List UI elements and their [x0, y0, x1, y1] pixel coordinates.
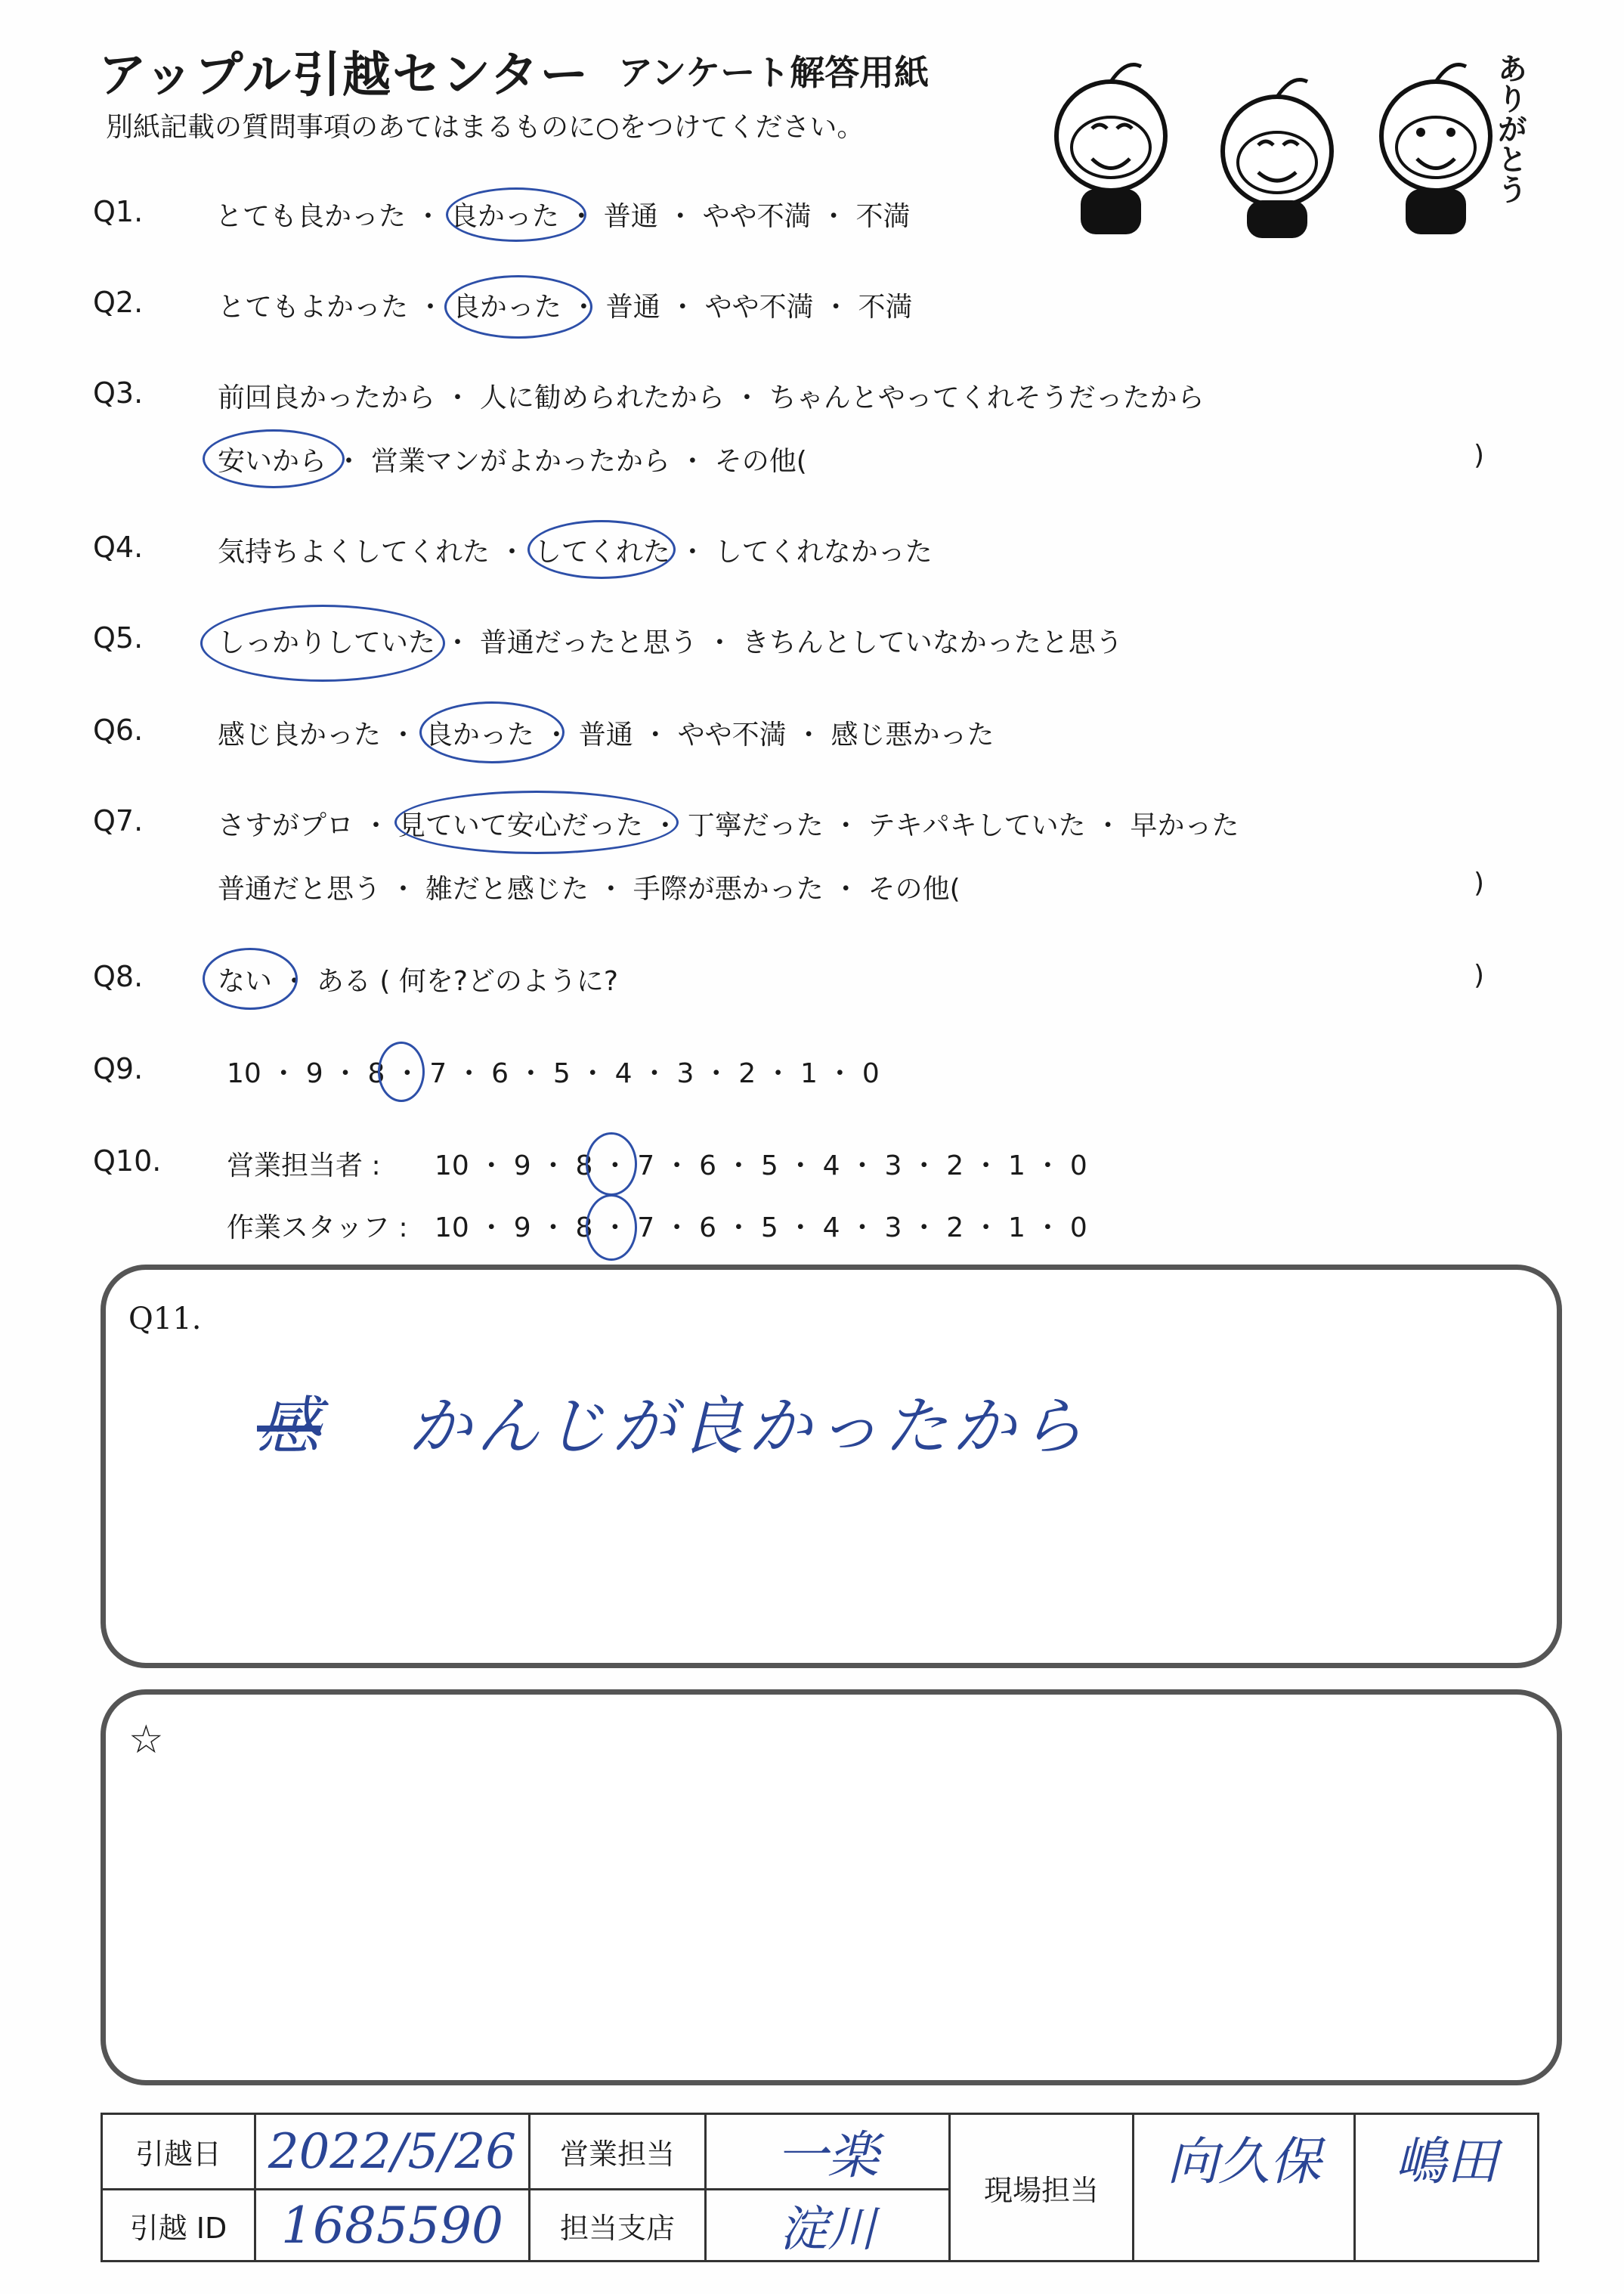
q8-close-paren: ): [1474, 960, 1485, 991]
q6-selection-circle: [419, 701, 565, 763]
site-value-1: [1134, 2114, 1355, 2261]
q3-options-line1[interactable]: 前回良かったから ・ 人に勧められたから ・ ちゃんとやってくれそうだったから: [218, 382, 1205, 413]
q11-label: Q11.: [128, 1302, 202, 1336]
q8-options[interactable]: ない ・ ある ( 何を?どのように?: [218, 966, 619, 997]
thanks-text: ありがとう: [1493, 53, 1527, 204]
site-text-2: 嶋田: [1394, 2131, 1498, 2192]
q3-close-paren: ): [1474, 440, 1485, 471]
q5-label: Q5.: [93, 621, 144, 655]
q9-options[interactable]: 10 ・ 9 ・ 8 ・ 7 ・ 6 ・ 5 ・ 4 ・ 3 ・ 2 ・ 1 ・ 0: [227, 1058, 880, 1089]
branch-value: [706, 2190, 950, 2261]
mascot-monkey-icon: [1223, 80, 1332, 239]
site-text-1: 向久保: [1166, 2131, 1321, 2192]
branch-text: 淀川: [779, 2202, 876, 2258]
q6-label: Q6.: [93, 714, 144, 747]
move-date-value: [255, 2114, 530, 2190]
comment-box[interactable]: [101, 1689, 1562, 2085]
move-date-text: 2022/5/26: [268, 2123, 517, 2180]
q2-selection-circle: [444, 275, 592, 339]
q3-options-line2[interactable]: 安いから ・ 営業マンがよかったから ・ その他(: [218, 446, 807, 477]
q2-options[interactable]: とてもよかった ・ 良かった ・ 普通 ・ やや不満 ・ 不満: [218, 292, 913, 323]
q10-label: Q10.: [93, 1144, 162, 1178]
q7-selection-circle: [394, 791, 679, 854]
q7-options-line2[interactable]: 普通だと思う ・ 雑だと感じた ・ 手際が悪かった ・ その他(: [218, 874, 960, 905]
q8-selection-circle: [203, 948, 298, 1010]
q3-label: Q3.: [93, 376, 144, 410]
move-id-label: 引越 ID: [102, 2190, 255, 2261]
move-id-value: [255, 2190, 530, 2261]
q11-answer-box[interactable]: [101, 1265, 1562, 1668]
form-subtitle: アンケート解答用紙: [618, 52, 930, 93]
q10-staff-options[interactable]: 10 ・ 9 ・ 8 ・ 7 ・ 6 ・ 5 ・ 4 ・ 3 ・ 2 ・ 1 ・ 0: [435, 1212, 1087, 1243]
branch-label: 担当支店: [530, 2190, 706, 2261]
q4-label: Q4.: [93, 531, 144, 564]
q10-sales-options[interactable]: 10 ・ 9 ・ 8 ・ 7 ・ 6 ・ 5 ・ 4 ・ 3 ・ 2 ・ 1 ・ 0: [435, 1150, 1087, 1181]
q9-label: Q9.: [93, 1052, 144, 1085]
q7-close-paren: ): [1474, 868, 1485, 899]
site-label: 現場担当: [950, 2114, 1134, 2261]
q1-selection-circle: [446, 187, 586, 242]
move-info-table: [101, 2113, 1539, 2262]
sales-label: 営業担当: [530, 2114, 706, 2190]
sales-text: 一楽: [775, 2126, 879, 2186]
q10-sales-label: 営業担当者 :: [227, 1150, 381, 1181]
site-value-2: [1355, 2114, 1539, 2261]
q11-crossed-text: 感: [257, 1389, 321, 1463]
instruction-text: 別紙記載の質問事項のあてはまるものに○をつけてください。: [106, 112, 865, 143]
sales-value: [706, 2114, 950, 2190]
move-id-text: 1685590: [281, 2196, 503, 2255]
q7-label: Q7.: [93, 804, 144, 837]
q4-options[interactable]: 気持ちよくしてくれた ・ してくれた ・ してくれなかった: [218, 537, 933, 568]
q10-sales-selection-circle: [586, 1132, 637, 1196]
form-title: アップル引越センター: [98, 48, 590, 104]
q3-selection-circle: [203, 429, 345, 488]
star-label: ☆: [128, 1717, 164, 1763]
mascot-monkey-icon: [1381, 65, 1490, 235]
mascot-illustration: [1028, 45, 1527, 242]
q5-options[interactable]: しっかりしていた ・ 普通だったと思う ・ きちんとしていなかったと思う: [218, 627, 1123, 658]
q2-label: Q2.: [93, 286, 144, 319]
mascot-monkey-icon: [1056, 65, 1165, 235]
q4-selection-circle: [527, 520, 676, 579]
q8-label: Q8.: [93, 960, 144, 993]
move-date-label: 引越日: [102, 2114, 255, 2190]
q1-label: Q1.: [93, 195, 144, 228]
q5-selection-circle: [200, 605, 445, 682]
q10-staff-label: 作業スタッフ :: [227, 1212, 408, 1243]
q7-options-line1[interactable]: さすがプロ ・ 見ていて安心だった ・ 丁寧だった ・ テキパキしていた ・ 早かった: [218, 810, 1239, 841]
q9-selection-circle: [378, 1042, 425, 1102]
q1-options[interactable]: とても良かった ・ 良かった ・ 普通 ・ やや不満 ・ 不満: [215, 201, 911, 232]
q11-answer-text: かんじが良かったから: [408, 1389, 1089, 1463]
q10-staff-selection-circle: [586, 1194, 637, 1261]
q6-options[interactable]: 感じ良かった ・ 良かった ・ 普通 ・ やや不満 ・ 感じ悪かった: [218, 720, 995, 751]
